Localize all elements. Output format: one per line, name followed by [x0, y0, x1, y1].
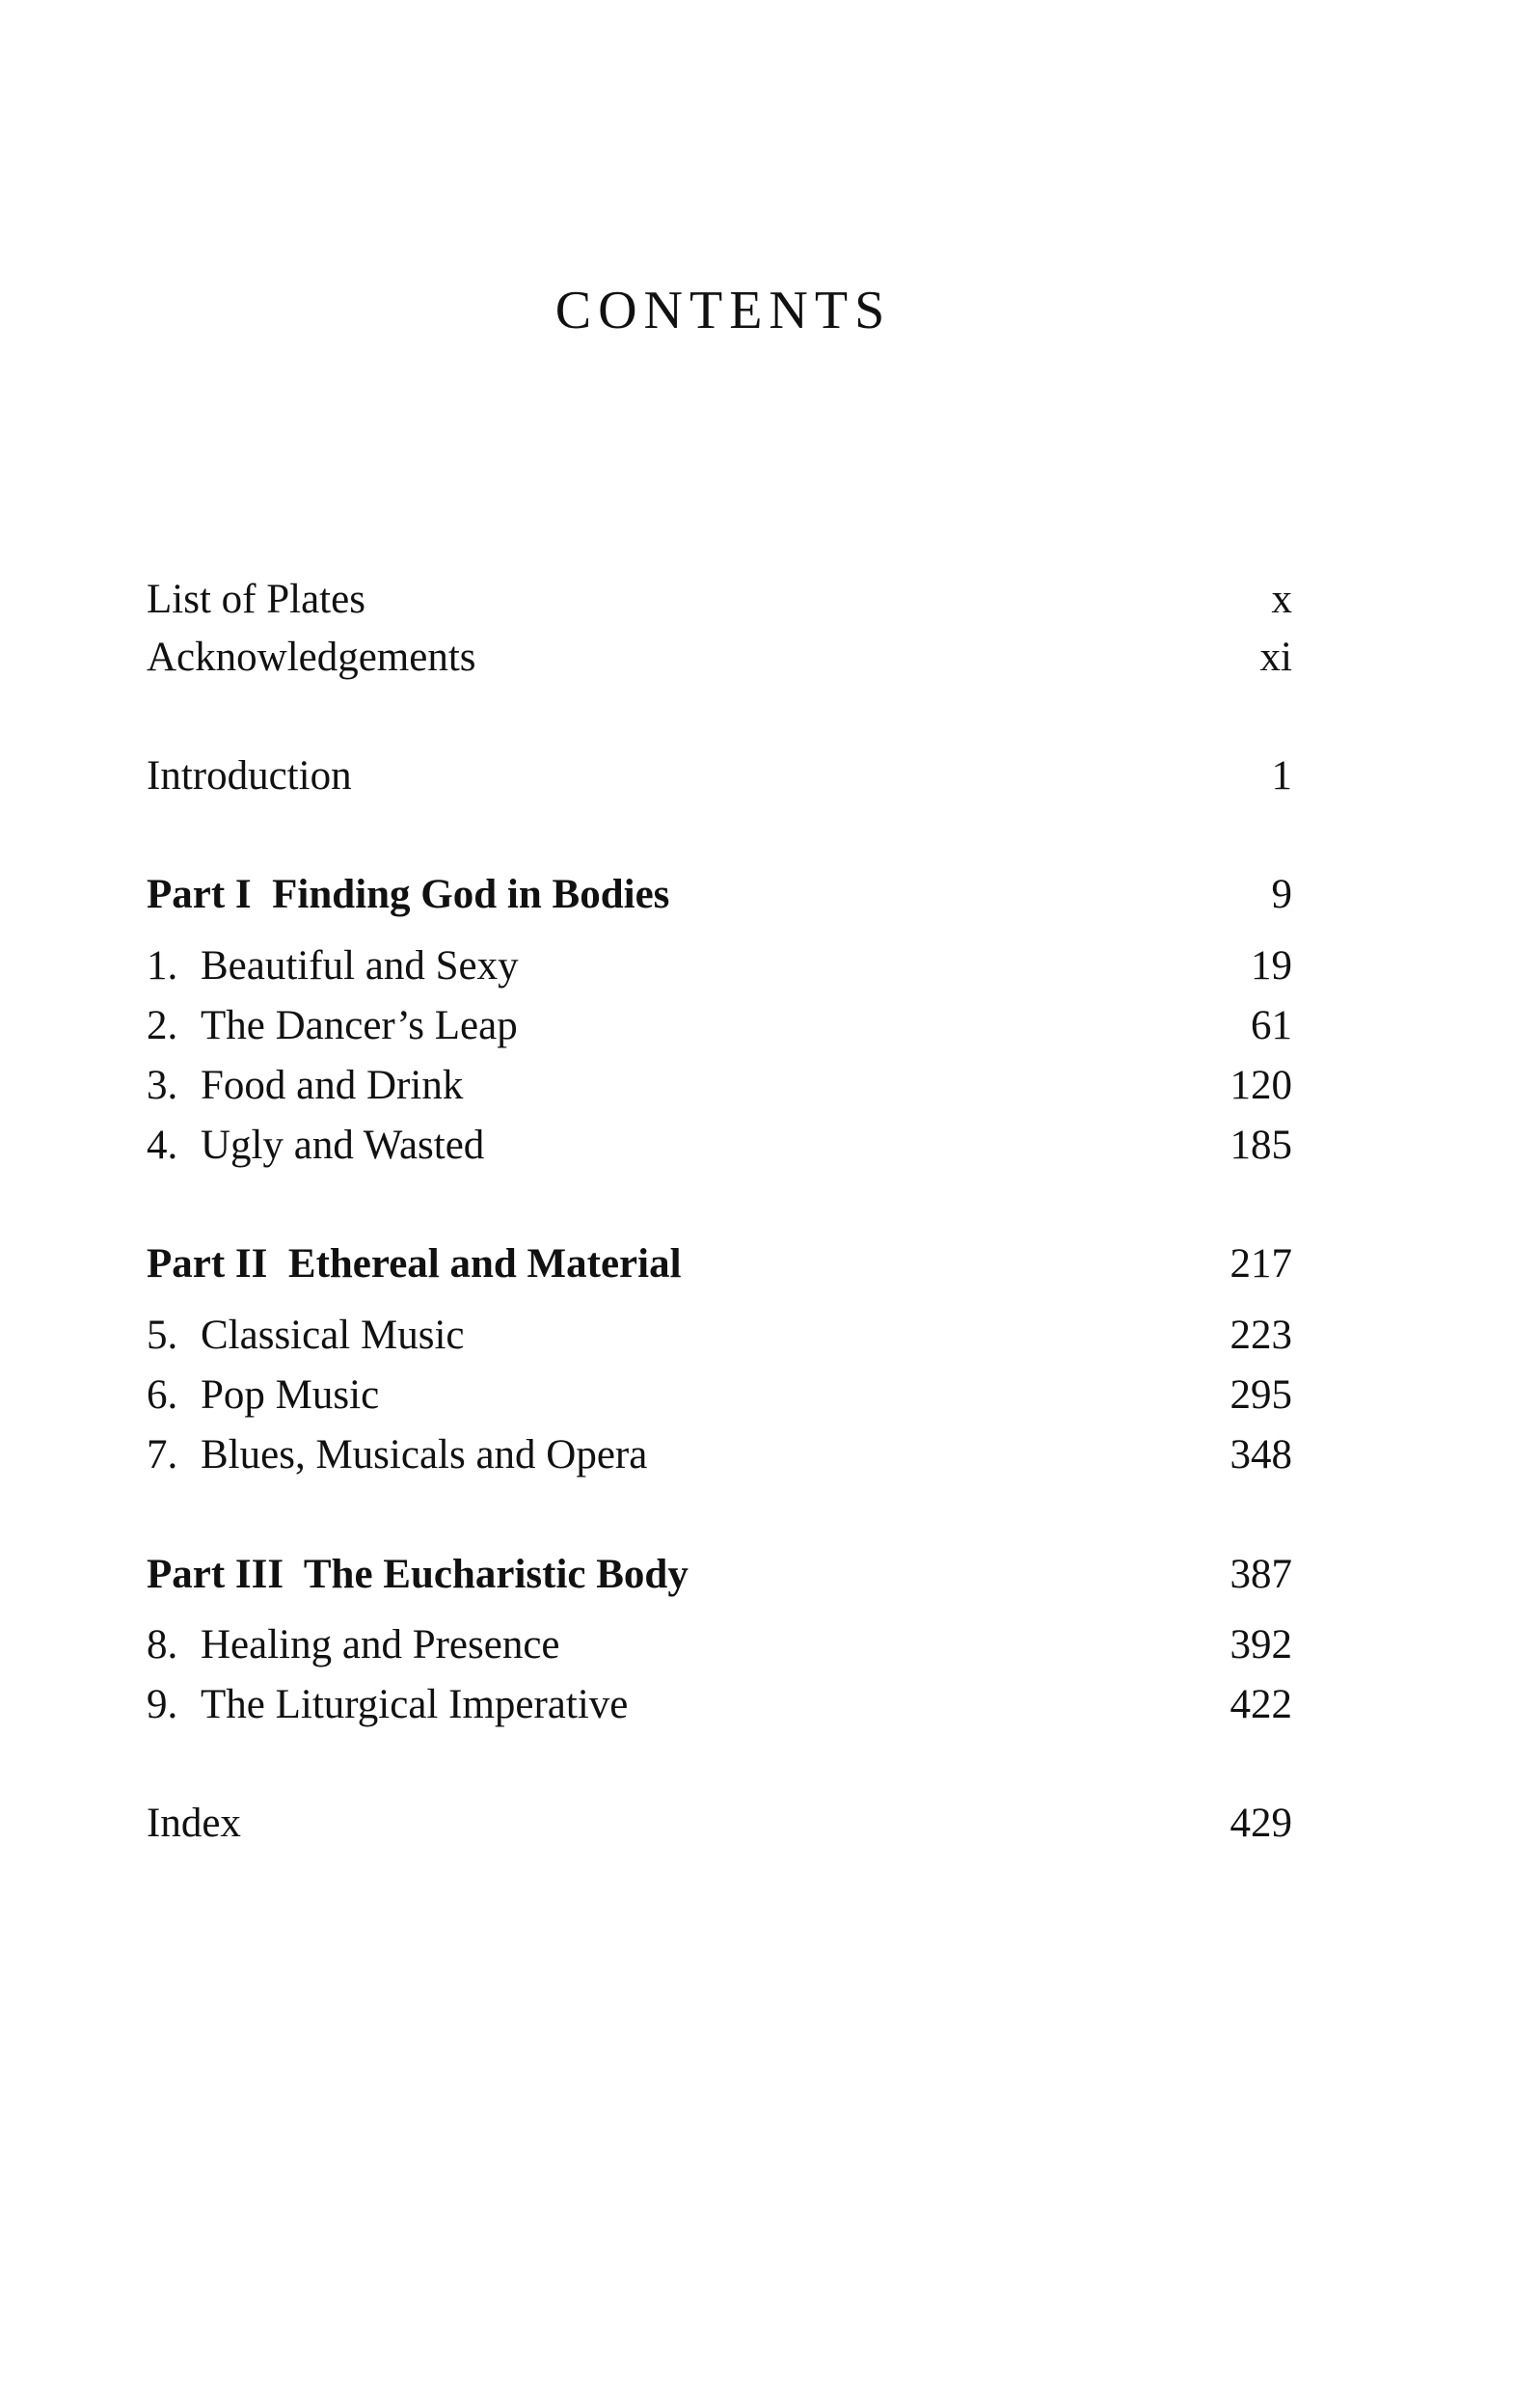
toc-entry-list-of-plates	[147, 571, 1292, 629]
toc-entry-acknowledgements	[147, 629, 1292, 687]
toc-chapter-8	[147, 1616, 1292, 1674]
toc-chapter-page: 422	[1229, 1682, 1292, 1727]
toc-chapter-page: 185	[1229, 1123, 1292, 1168]
toc-part-title: Part III The Eucharistic Body	[147, 1552, 689, 1597]
toc-chapter-title: Beautiful and Sexy	[201, 943, 519, 989]
toc-chapter-page: 61	[1251, 1003, 1292, 1048]
toc-entry-title: Index	[147, 1801, 241, 1846]
toc-part-page: 217	[1229, 1241, 1292, 1287]
toc-chapter-title: Classical Music	[201, 1313, 465, 1358]
toc-part-title: Part I Finding God in Bodies	[147, 872, 670, 917]
toc-chapter-number: 3.	[147, 1063, 178, 1108]
toc-chapter-number: 8.	[147, 1622, 178, 1667]
toc-chapter-number: 7.	[147, 1432, 178, 1478]
toc-entry-title: Introduction	[147, 753, 352, 799]
toc-entry-index	[147, 1795, 1292, 1853]
toc-chapter-title: Ugly and Wasted	[201, 1123, 485, 1168]
toc-chapter-4	[147, 1117, 1292, 1175]
toc-part-page: 9	[1271, 872, 1292, 917]
toc-chapter-2	[147, 997, 1292, 1055]
toc-chapter-page: 295	[1229, 1372, 1292, 1418]
toc-entry-page: xi	[1259, 635, 1292, 680]
toc-entry-page: 1	[1271, 753, 1292, 799]
toc-part-1	[147, 866, 1292, 924]
toc-chapter-6	[147, 1367, 1292, 1424]
toc-chapter-number: 9.	[147, 1682, 178, 1727]
toc-chapter-page: 120	[1229, 1063, 1292, 1108]
toc-chapter-title: Food and Drink	[201, 1063, 464, 1108]
toc-entry-title: Acknowledgements	[147, 635, 476, 680]
toc-chapter-7	[147, 1426, 1292, 1484]
toc-chapter-page: 392	[1229, 1622, 1292, 1667]
toc-chapter-number: 4.	[147, 1123, 178, 1168]
toc-chapter-9	[147, 1676, 1292, 1734]
toc-chapter-5	[147, 1307, 1292, 1365]
toc-part-title: Part II Ethereal and Material	[147, 1241, 682, 1287]
toc-chapter-number: 2.	[147, 1003, 178, 1048]
toc-part-page: 387	[1229, 1552, 1292, 1597]
toc-entry-page: x	[1271, 577, 1292, 622]
toc-part-3	[147, 1546, 1292, 1604]
toc-chapter-title: Blues, Musicals and Opera	[201, 1432, 648, 1478]
toc-chapter-title: Pop Music	[201, 1372, 380, 1418]
toc-chapter-number: 1.	[147, 943, 178, 989]
toc-entry-introduction	[147, 747, 1292, 805]
toc-chapter-title: The Liturgical Imperative	[201, 1682, 629, 1727]
toc-chapter-page: 348	[1229, 1432, 1292, 1478]
toc-chapter-number: 6.	[147, 1372, 178, 1418]
toc-entry-page: 429	[1229, 1801, 1292, 1846]
page-title: CONTENTS	[554, 281, 892, 340]
toc-chapter-page: 223	[1229, 1313, 1292, 1358]
toc-entry-title: List of Plates	[147, 577, 365, 622]
toc-part-2	[147, 1235, 1292, 1293]
toc-chapter-title: The Dancer’s Leap	[201, 1003, 518, 1048]
toc-chapter-title: Healing and Presence	[201, 1622, 560, 1667]
toc-chapter-page: 19	[1251, 943, 1292, 989]
toc-chapter-3	[147, 1057, 1292, 1115]
toc-chapter-1	[147, 937, 1292, 995]
toc-chapter-number: 5.	[147, 1313, 178, 1358]
